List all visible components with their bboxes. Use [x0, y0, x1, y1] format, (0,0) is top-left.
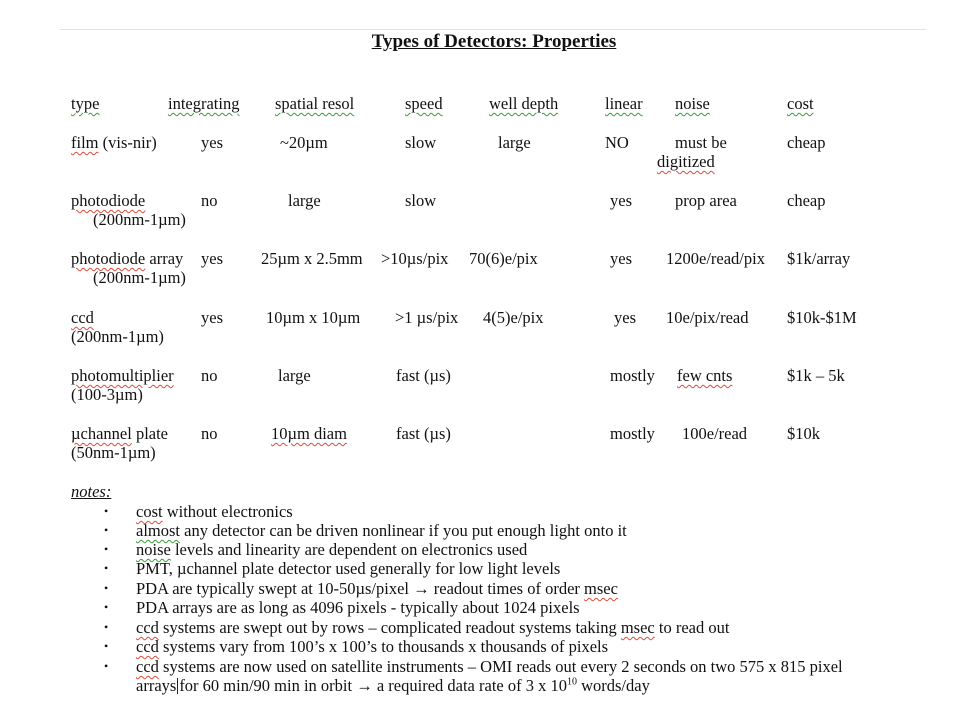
header-spatial-resol: spatial resol [275, 94, 355, 113]
bullet-icon: • [104, 561, 109, 575]
bullet-icon: • [104, 523, 109, 537]
cell-cost: $1k/array [787, 249, 851, 268]
header-type: type [71, 94, 100, 113]
cell-type: µchannel plate [71, 424, 169, 443]
cell-noise: 10e/pix/read [666, 308, 749, 327]
cell-speed: slow [405, 191, 437, 210]
cell-integrating: no [201, 424, 218, 443]
cell-integrating: no [201, 366, 218, 385]
bullet-icon: • [104, 639, 109, 653]
list-item: ccd systems vary from 100’s x 100’s to thousands x thousands of pixels [136, 637, 609, 656]
cell-speed: slow [405, 133, 437, 152]
cell-noise: prop area [675, 191, 737, 210]
cell-linear: mostly [610, 366, 655, 385]
cell-type-range: (200nm-1µm) [93, 268, 186, 287]
cell-noise: 100e/read [682, 424, 748, 443]
cell-type: film (vis-nir) [71, 133, 157, 152]
cell-type: photodiode [71, 191, 146, 210]
cell-well-depth: 70(6)e/pix [469, 249, 538, 268]
cell-speed: >10µs/pix [381, 249, 449, 268]
header-speed: speed [405, 94, 443, 113]
cell-type: ccd [71, 308, 94, 327]
cell-speed: fast (µs) [396, 366, 451, 385]
list-item: PDA are typically swept at 10-50µs/pixel → readout times of order msec [136, 579, 618, 598]
cell-linear: yes [614, 308, 636, 327]
header-cost: cost [787, 94, 814, 113]
cell-cost: $10k-$1M [787, 308, 857, 327]
cell-well-depth: 4(5)e/pix [483, 308, 544, 327]
cell-speed: fast (µs) [396, 424, 451, 443]
cell-noise: few cnts [677, 366, 733, 385]
cell-spatial-resol: large [278, 366, 311, 385]
list-item: ccd systems are now used on satellite instruments – OMI reads out every 2 seconds on two 575 x 815 pixel [136, 657, 843, 676]
cell-spatial-resol: ~20µm [280, 133, 328, 152]
cell-cost: $1k – 5k [787, 366, 845, 385]
header-integrating: integrating [168, 94, 240, 113]
cell-linear: yes [610, 249, 632, 268]
list-item: ccd systems are swept out by rows – complicated readout systems taking msec to read out [136, 618, 730, 637]
list-item: noise levels and linearity are dependent on electronics used [136, 540, 528, 559]
list-item-continuation: arrays for 60 min/90 min in orbit → a required data rate of 3 x $10^{10}$ words/day [136, 676, 650, 695]
bullet-icon: • [104, 504, 109, 518]
header-linear: linear [605, 94, 643, 113]
notes-label: notes: [71, 482, 112, 501]
cell-integrating: no [201, 191, 218, 210]
cell-linear: yes [610, 191, 632, 210]
cell-integrating: yes [201, 133, 223, 152]
cell-noise: must be [675, 133, 727, 152]
cell-type-range: (100-3µm) [71, 385, 143, 404]
list-item: PDA arrays are as long as 4096 pixels - typically about 1024 pixels [136, 598, 580, 617]
cell-type-range: (200nm-1µm) [93, 210, 186, 229]
page-title: Types of Detectors: Properties [371, 31, 617, 52]
cell-type-range: (50nm-1µm) [71, 443, 156, 462]
header-noise: noise [675, 94, 710, 113]
cell-linear: mostly [610, 424, 655, 443]
cell-noise: 1200e/read/pix [666, 249, 765, 268]
bullet-icon: • [104, 600, 109, 614]
cell-spatial-resol: 10µm x 10µm [266, 308, 361, 327]
bullet-icon: • [104, 542, 109, 556]
cell-integrating: yes [201, 308, 223, 327]
top-rule [60, 29, 926, 30]
bullet-icon: • [104, 581, 109, 595]
cell-integrating: yes [201, 249, 223, 268]
cell-spatial-resol: 10µm diam [271, 424, 347, 443]
cell-linear: NO [605, 133, 629, 152]
cell-spatial-resol: 25µm x 2.5mm [261, 249, 363, 268]
list-item: cost without electronics [136, 502, 293, 521]
cell-type: photodiode array [71, 249, 184, 268]
cell-speed: >1 µs/pix [395, 308, 459, 327]
cell-type: photomultiplier [71, 366, 174, 385]
cell-spatial-resol: large [288, 191, 321, 210]
cell-cost: cheap [787, 133, 826, 152]
cell-cost: cheap [787, 191, 826, 210]
bullet-icon: • [104, 620, 109, 634]
cell-well-depth: large [498, 133, 531, 152]
bullet-icon: • [104, 659, 109, 673]
cell-noise-line2: digitized [657, 152, 715, 171]
cell-cost: $10k [787, 424, 820, 443]
list-item: almost any detector can be driven nonlinear if you put enough light onto it [136, 521, 627, 540]
cell-type-range: (200nm-1µm) [71, 327, 164, 346]
list-item: PMT, µchannel plate detector used generally for low light levels [136, 559, 561, 578]
header-well-depth: well depth [489, 94, 559, 113]
